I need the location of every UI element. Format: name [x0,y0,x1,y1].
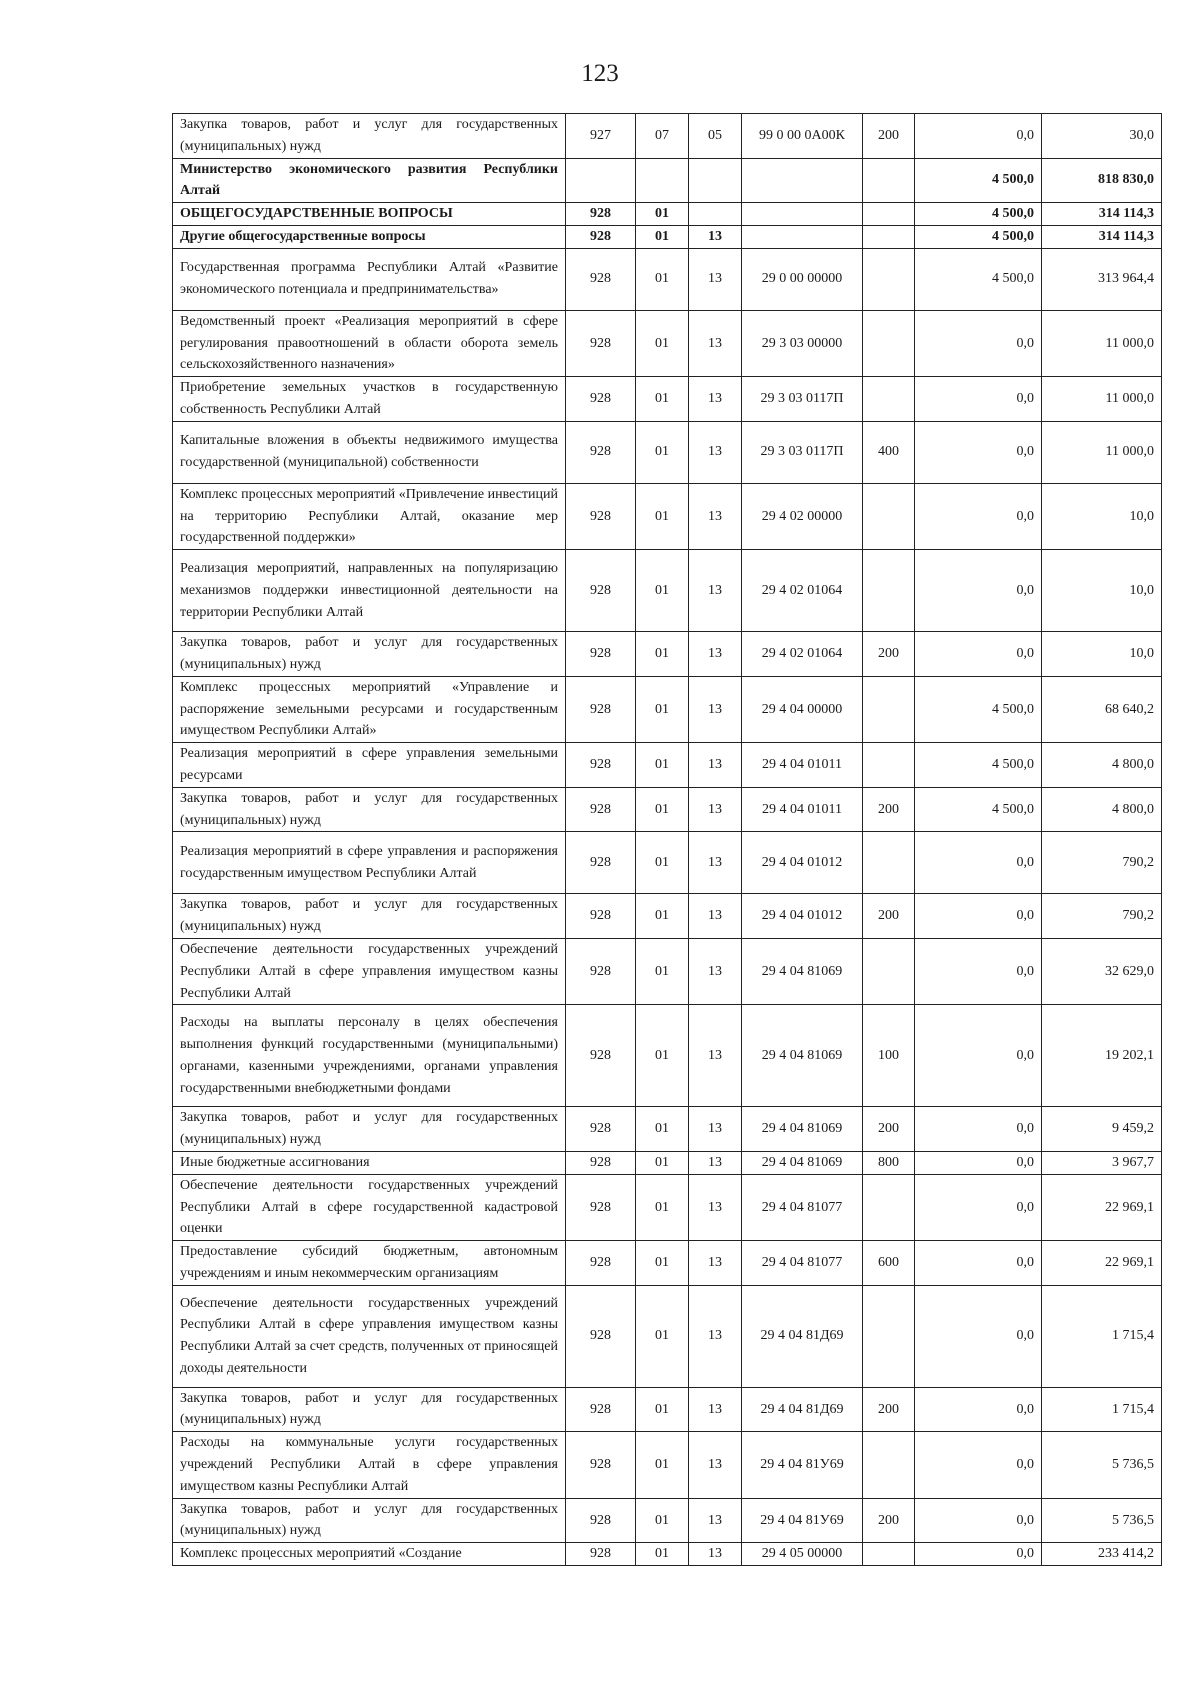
row-expense-type-code [863,1285,915,1387]
row-amount-1: 0,0 [915,1498,1042,1543]
row-target-code: 29 4 04 81У69 [742,1432,863,1498]
row-amount-1: 0,0 [915,114,1042,159]
table-row [173,225,1162,248]
row-section-code: 07 [636,114,689,159]
row-name: Закупка товаров, работ и услуг для государственных (муниципальных) нужд [173,1498,566,1543]
row-section-code: 01 [636,550,689,632]
row-section-code: 01 [636,483,689,549]
row-expense-type-code [863,158,915,203]
row-ministry-code: 928 [566,1432,636,1498]
row-section-code: 01 [636,1432,689,1498]
row-expense-type-code: 800 [863,1151,915,1174]
row-expense-type-code [863,938,915,1004]
table-row [173,1432,1162,1498]
row-name: Реализация мероприятий в сфере управления земельными ресурсами [173,743,566,788]
row-amount-2: 1 715,4 [1042,1285,1162,1387]
row-ministry-code: 928 [566,1387,636,1432]
row-expense-type-code [863,1543,915,1566]
table-row [173,1174,1162,1240]
table-row [173,1543,1162,1566]
table-row [173,421,1162,483]
row-subsection-code: 13 [689,1174,742,1240]
row-amount-2: 10,0 [1042,550,1162,632]
row-section-code: 01 [636,1005,689,1107]
row-section-code: 01 [636,1174,689,1240]
row-amount-1: 0,0 [915,1151,1042,1174]
row-expense-type-code: 600 [863,1241,915,1286]
row-subsection-code: 13 [689,1432,742,1498]
row-amount-1: 0,0 [915,1387,1042,1432]
row-amount-1: 4 500,0 [915,676,1042,742]
table-row [173,743,1162,788]
row-target-code: 29 4 04 01012 [742,832,863,894]
row-expense-type-code [863,1174,915,1240]
row-amount-1: 0,0 [915,832,1042,894]
row-name: Комплекс процессных мероприятий «Создание [173,1543,566,1566]
row-ministry-code: 928 [566,483,636,549]
row-ministry-code: 928 [566,1543,636,1566]
table-row [173,1498,1162,1543]
row-section-code: 01 [636,1107,689,1152]
row-section-code: 01 [636,203,689,226]
row-target-code: 29 4 04 81069 [742,1107,863,1152]
row-ministry-code: 928 [566,1005,636,1107]
row-expense-type-code [863,1432,915,1498]
row-ministry-code: 928 [566,203,636,226]
row-target-code: 29 4 04 01012 [742,894,863,939]
row-target-code: 29 4 04 81У69 [742,1498,863,1543]
row-subsection-code: 13 [689,550,742,632]
row-amount-2: 314 114,3 [1042,203,1162,226]
row-ministry-code: 928 [566,832,636,894]
row-amount-2: 10,0 [1042,483,1162,549]
table-row [173,894,1162,939]
row-name: Комплекс процессных мероприятий «Управление и распоряжение земельными ресурсами и государственным имуществом Республики Алтай» [173,676,566,742]
row-ministry-code: 928 [566,632,636,677]
budget-table-body [173,114,1162,1566]
row-amount-1: 4 500,0 [915,248,1042,310]
row-amount-2: 790,2 [1042,832,1162,894]
row-ministry-code: 928 [566,1107,636,1152]
row-subsection-code: 13 [689,743,742,788]
row-subsection-code: 13 [689,377,742,422]
row-expense-type-code: 200 [863,1387,915,1432]
row-expense-type-code: 200 [863,114,915,159]
row-name: Министерство экономического развития Республики Алтай [173,158,566,203]
row-ministry-code: 928 [566,225,636,248]
row-name: Приобретение земельных участков в государственную собственность Республики Алтай [173,377,566,422]
row-amount-1: 4 500,0 [915,203,1042,226]
row-amount-1: 0,0 [915,550,1042,632]
row-subsection-code: 13 [689,1151,742,1174]
row-expense-type-code: 200 [863,894,915,939]
row-subsection-code: 13 [689,938,742,1004]
row-name: Реализация мероприятий, направленных на популяризацию механизмов поддержки инвестиционной деятельности на территории Республики Алтай [173,550,566,632]
table-row [173,310,1162,376]
row-amount-2: 313 964,4 [1042,248,1162,310]
row-target-code: 29 4 04 81Д69 [742,1285,863,1387]
row-section-code: 01 [636,225,689,248]
table-row [173,550,1162,632]
row-expense-type-code [863,743,915,788]
row-ministry-code: 928 [566,894,636,939]
row-expense-type-code [863,676,915,742]
row-ministry-code: 927 [566,114,636,159]
row-name: Ведомственный проект «Реализация мероприятий в сфере регулирования правоотношений в области оборота земель сельскохозяйственного назначения» [173,310,566,376]
row-target-code: 29 4 02 01064 [742,632,863,677]
row-ministry-code: 928 [566,938,636,1004]
row-target-code: 29 4 04 81077 [742,1241,863,1286]
row-ministry-code: 928 [566,550,636,632]
table-row [173,632,1162,677]
row-name: Капитальные вложения в объекты недвижимого имущества государственной (муниципальной) собственности [173,421,566,483]
row-section-code: 01 [636,676,689,742]
row-subsection-code: 13 [689,894,742,939]
row-target-code: 29 3 03 0117П [742,377,863,422]
row-section-code: 01 [636,421,689,483]
row-amount-2: 4 800,0 [1042,743,1162,788]
row-amount-1: 0,0 [915,310,1042,376]
row-name: Обеспечение деятельности государственных учреждений Республики Алтай в сфере государственной кадастровой оценки [173,1174,566,1240]
row-amount-1: 0,0 [915,1241,1042,1286]
row-amount-1: 0,0 [915,377,1042,422]
row-name: Реализация мероприятий в сфере управления и распоряжения государственным имуществом Республики Алтай [173,832,566,894]
row-expense-type-code: 200 [863,787,915,832]
row-amount-1: 4 500,0 [915,787,1042,832]
row-target-code: 29 3 03 0117П [742,421,863,483]
row-name: Обеспечение деятельности государственных учреждений Республики Алтай в сфере управления имуществом казны Республики Алтай [173,938,566,1004]
row-section-code: 01 [636,938,689,1004]
row-subsection-code: 13 [689,1543,742,1566]
table-row [173,1151,1162,1174]
row-amount-2: 11 000,0 [1042,377,1162,422]
row-subsection-code: 13 [689,787,742,832]
row-expense-type-code [863,832,915,894]
row-ministry-code: 928 [566,743,636,788]
row-amount-2: 19 202,1 [1042,1005,1162,1107]
row-amount-1: 0,0 [915,483,1042,549]
row-subsection-code [689,158,742,203]
row-name: Закупка товаров, работ и услуг для государственных (муниципальных) нужд [173,894,566,939]
row-ministry-code: 928 [566,248,636,310]
row-subsection-code: 13 [689,421,742,483]
table-row [173,483,1162,549]
row-amount-2: 314 114,3 [1042,225,1162,248]
row-subsection-code: 13 [689,1285,742,1387]
row-expense-type-code [863,203,915,226]
row-target-code: 29 4 04 81069 [742,938,863,1004]
row-ministry-code: 928 [566,421,636,483]
row-expense-type-code [863,225,915,248]
row-target-code: 29 4 04 81077 [742,1174,863,1240]
row-amount-2: 790,2 [1042,894,1162,939]
row-amount-1: 0,0 [915,894,1042,939]
table-row [173,1241,1162,1286]
row-target-code: 29 4 04 01011 [742,787,863,832]
row-section-code [636,158,689,203]
row-section-code: 01 [636,1241,689,1286]
row-name: Закупка товаров, работ и услуг для государственных (муниципальных) нужд [173,1387,566,1432]
row-expense-type-code [863,550,915,632]
row-amount-2: 30,0 [1042,114,1162,159]
row-target-code [742,203,863,226]
row-amount-1: 0,0 [915,938,1042,1004]
row-amount-2: 22 969,1 [1042,1241,1162,1286]
row-ministry-code: 928 [566,1285,636,1387]
row-section-code: 01 [636,743,689,788]
page-number: 123 [581,60,619,87]
row-target-code: 29 3 03 00000 [742,310,863,376]
row-target-code: 29 4 02 01064 [742,550,863,632]
row-ministry-code: 928 [566,377,636,422]
table-row [173,114,1162,159]
row-name: Иные бюджетные ассигнования [173,1151,566,1174]
row-subsection-code: 13 [689,632,742,677]
row-target-code: 29 4 04 00000 [742,676,863,742]
row-amount-1: 0,0 [915,1543,1042,1566]
row-subsection-code: 13 [689,832,742,894]
table-row [173,1387,1162,1432]
row-amount-1: 0,0 [915,1005,1042,1107]
table-row [173,203,1162,226]
row-target-code [742,225,863,248]
row-amount-2: 5 736,5 [1042,1432,1162,1498]
row-target-code: 29 4 05 00000 [742,1543,863,1566]
row-ministry-code [566,158,636,203]
row-expense-type-code: 100 [863,1005,915,1107]
row-name: Другие общегосударственные вопросы [173,225,566,248]
table-row [173,1107,1162,1152]
row-amount-2: 32 629,0 [1042,938,1162,1004]
row-target-code [742,158,863,203]
row-amount-2: 233 414,2 [1042,1543,1162,1566]
row-amount-1: 4 500,0 [915,743,1042,788]
row-amount-2: 9 459,2 [1042,1107,1162,1152]
row-expense-type-code [863,483,915,549]
row-name: Закупка товаров, работ и услуг для государственных (муниципальных) нужд [173,114,566,159]
row-name: Расходы на выплаты персоналу в целях обеспечения выполнения функций государственными (муниципальными) органами, казенными учреждениями, органами управления государственными внебюджетными фондами [173,1005,566,1107]
row-section-code: 01 [636,248,689,310]
row-expense-type-code: 400 [863,421,915,483]
row-ministry-code: 928 [566,310,636,376]
row-ministry-code: 928 [566,1151,636,1174]
row-name: Закупка товаров, работ и услуг для государственных (муниципальных) нужд [173,1107,566,1152]
row-expense-type-code [863,310,915,376]
row-section-code: 01 [636,1387,689,1432]
row-target-code: 29 4 04 81069 [742,1005,863,1107]
table-row [173,1005,1162,1107]
row-target-code: 29 4 04 81Д69 [742,1387,863,1432]
row-subsection-code: 13 [689,1005,742,1107]
row-amount-1: 0,0 [915,1174,1042,1240]
row-target-code: 29 4 04 81069 [742,1151,863,1174]
row-name: Закупка товаров, работ и услуг для государственных (муниципальных) нужд [173,632,566,677]
row-target-code: 99 0 00 0А00К [742,114,863,159]
row-ministry-code: 928 [566,676,636,742]
row-section-code: 01 [636,1285,689,1387]
row-amount-2: 1 715,4 [1042,1387,1162,1432]
row-amount-1: 0,0 [915,421,1042,483]
row-ministry-code: 928 [566,1498,636,1543]
budget-table [172,113,1162,1566]
row-expense-type-code [863,248,915,310]
row-subsection-code: 13 [689,225,742,248]
row-amount-2: 5 736,5 [1042,1498,1162,1543]
table-row [173,832,1162,894]
row-subsection-code: 05 [689,114,742,159]
row-name: Закупка товаров, работ и услуг для государственных (муниципальных) нужд [173,787,566,832]
row-name: Комплекс процессных мероприятий «Привлечение инвестиций на территорию Республики Алтай, оказание мер государственной поддержки» [173,483,566,549]
row-amount-2: 68 640,2 [1042,676,1162,742]
row-subsection-code [689,203,742,226]
row-ministry-code: 928 [566,1241,636,1286]
row-amount-2: 10,0 [1042,632,1162,677]
row-amount-2: 11 000,0 [1042,310,1162,376]
row-amount-2: 818 830,0 [1042,158,1162,203]
row-amount-2: 4 800,0 [1042,787,1162,832]
row-amount-1: 0,0 [915,1432,1042,1498]
row-amount-2: 3 967,7 [1042,1151,1162,1174]
row-amount-2: 11 000,0 [1042,421,1162,483]
table-row [173,676,1162,742]
row-name: Обеспечение деятельности государственных учреждений Республики Алтай в сфере управления имуществом казны Республики Алтай за счет средств, полученных от приносящей доходы деятельности [173,1285,566,1387]
row-section-code: 01 [636,632,689,677]
row-name: ОБЩЕГОСУДАРСТВЕННЫЕ ВОПРОСЫ [173,203,566,226]
row-expense-type-code: 200 [863,1107,915,1152]
table-row [173,1285,1162,1387]
row-section-code: 01 [636,894,689,939]
row-ministry-code: 928 [566,787,636,832]
row-subsection-code: 13 [689,248,742,310]
row-target-code: 29 0 00 00000 [742,248,863,310]
row-subsection-code: 13 [689,1107,742,1152]
table-row [173,248,1162,310]
row-section-code: 01 [636,1151,689,1174]
row-expense-type-code: 200 [863,1498,915,1543]
row-section-code: 01 [636,787,689,832]
row-subsection-code: 13 [689,676,742,742]
row-target-code: 29 4 02 00000 [742,483,863,549]
table-row [173,787,1162,832]
row-target-code: 29 4 04 01011 [742,743,863,788]
row-amount-1: 0,0 [915,1107,1042,1152]
row-section-code: 01 [636,377,689,422]
row-subsection-code: 13 [689,310,742,376]
row-expense-type-code: 200 [863,632,915,677]
row-ministry-code: 928 [566,1174,636,1240]
row-subsection-code: 13 [689,1387,742,1432]
row-name: Государственная программа Республики Алтай «Развитие экономического потенциала и предпринимательства» [173,248,566,310]
row-subsection-code: 13 [689,483,742,549]
row-expense-type-code [863,377,915,422]
table-row [173,377,1162,422]
table-row [173,158,1162,203]
row-section-code: 01 [636,310,689,376]
row-section-code: 01 [636,832,689,894]
row-amount-1: 0,0 [915,1285,1042,1387]
row-amount-2: 22 969,1 [1042,1174,1162,1240]
row-amount-1: 4 500,0 [915,225,1042,248]
row-section-code: 01 [636,1498,689,1543]
row-section-code: 01 [636,1543,689,1566]
row-amount-1: 0,0 [915,632,1042,677]
row-subsection-code: 13 [689,1241,742,1286]
row-subsection-code: 13 [689,1498,742,1543]
row-name: Расходы на коммунальные услуги государственных учреждений Республики Алтай в сфере управления имуществом казны Республики Алтай [173,1432,566,1498]
table-row [173,938,1162,1004]
row-name: Предоставление субсидий бюджетным, автономным учреждениям и иным некоммерческим организациям [173,1241,566,1286]
row-amount-1: 4 500,0 [915,158,1042,203]
